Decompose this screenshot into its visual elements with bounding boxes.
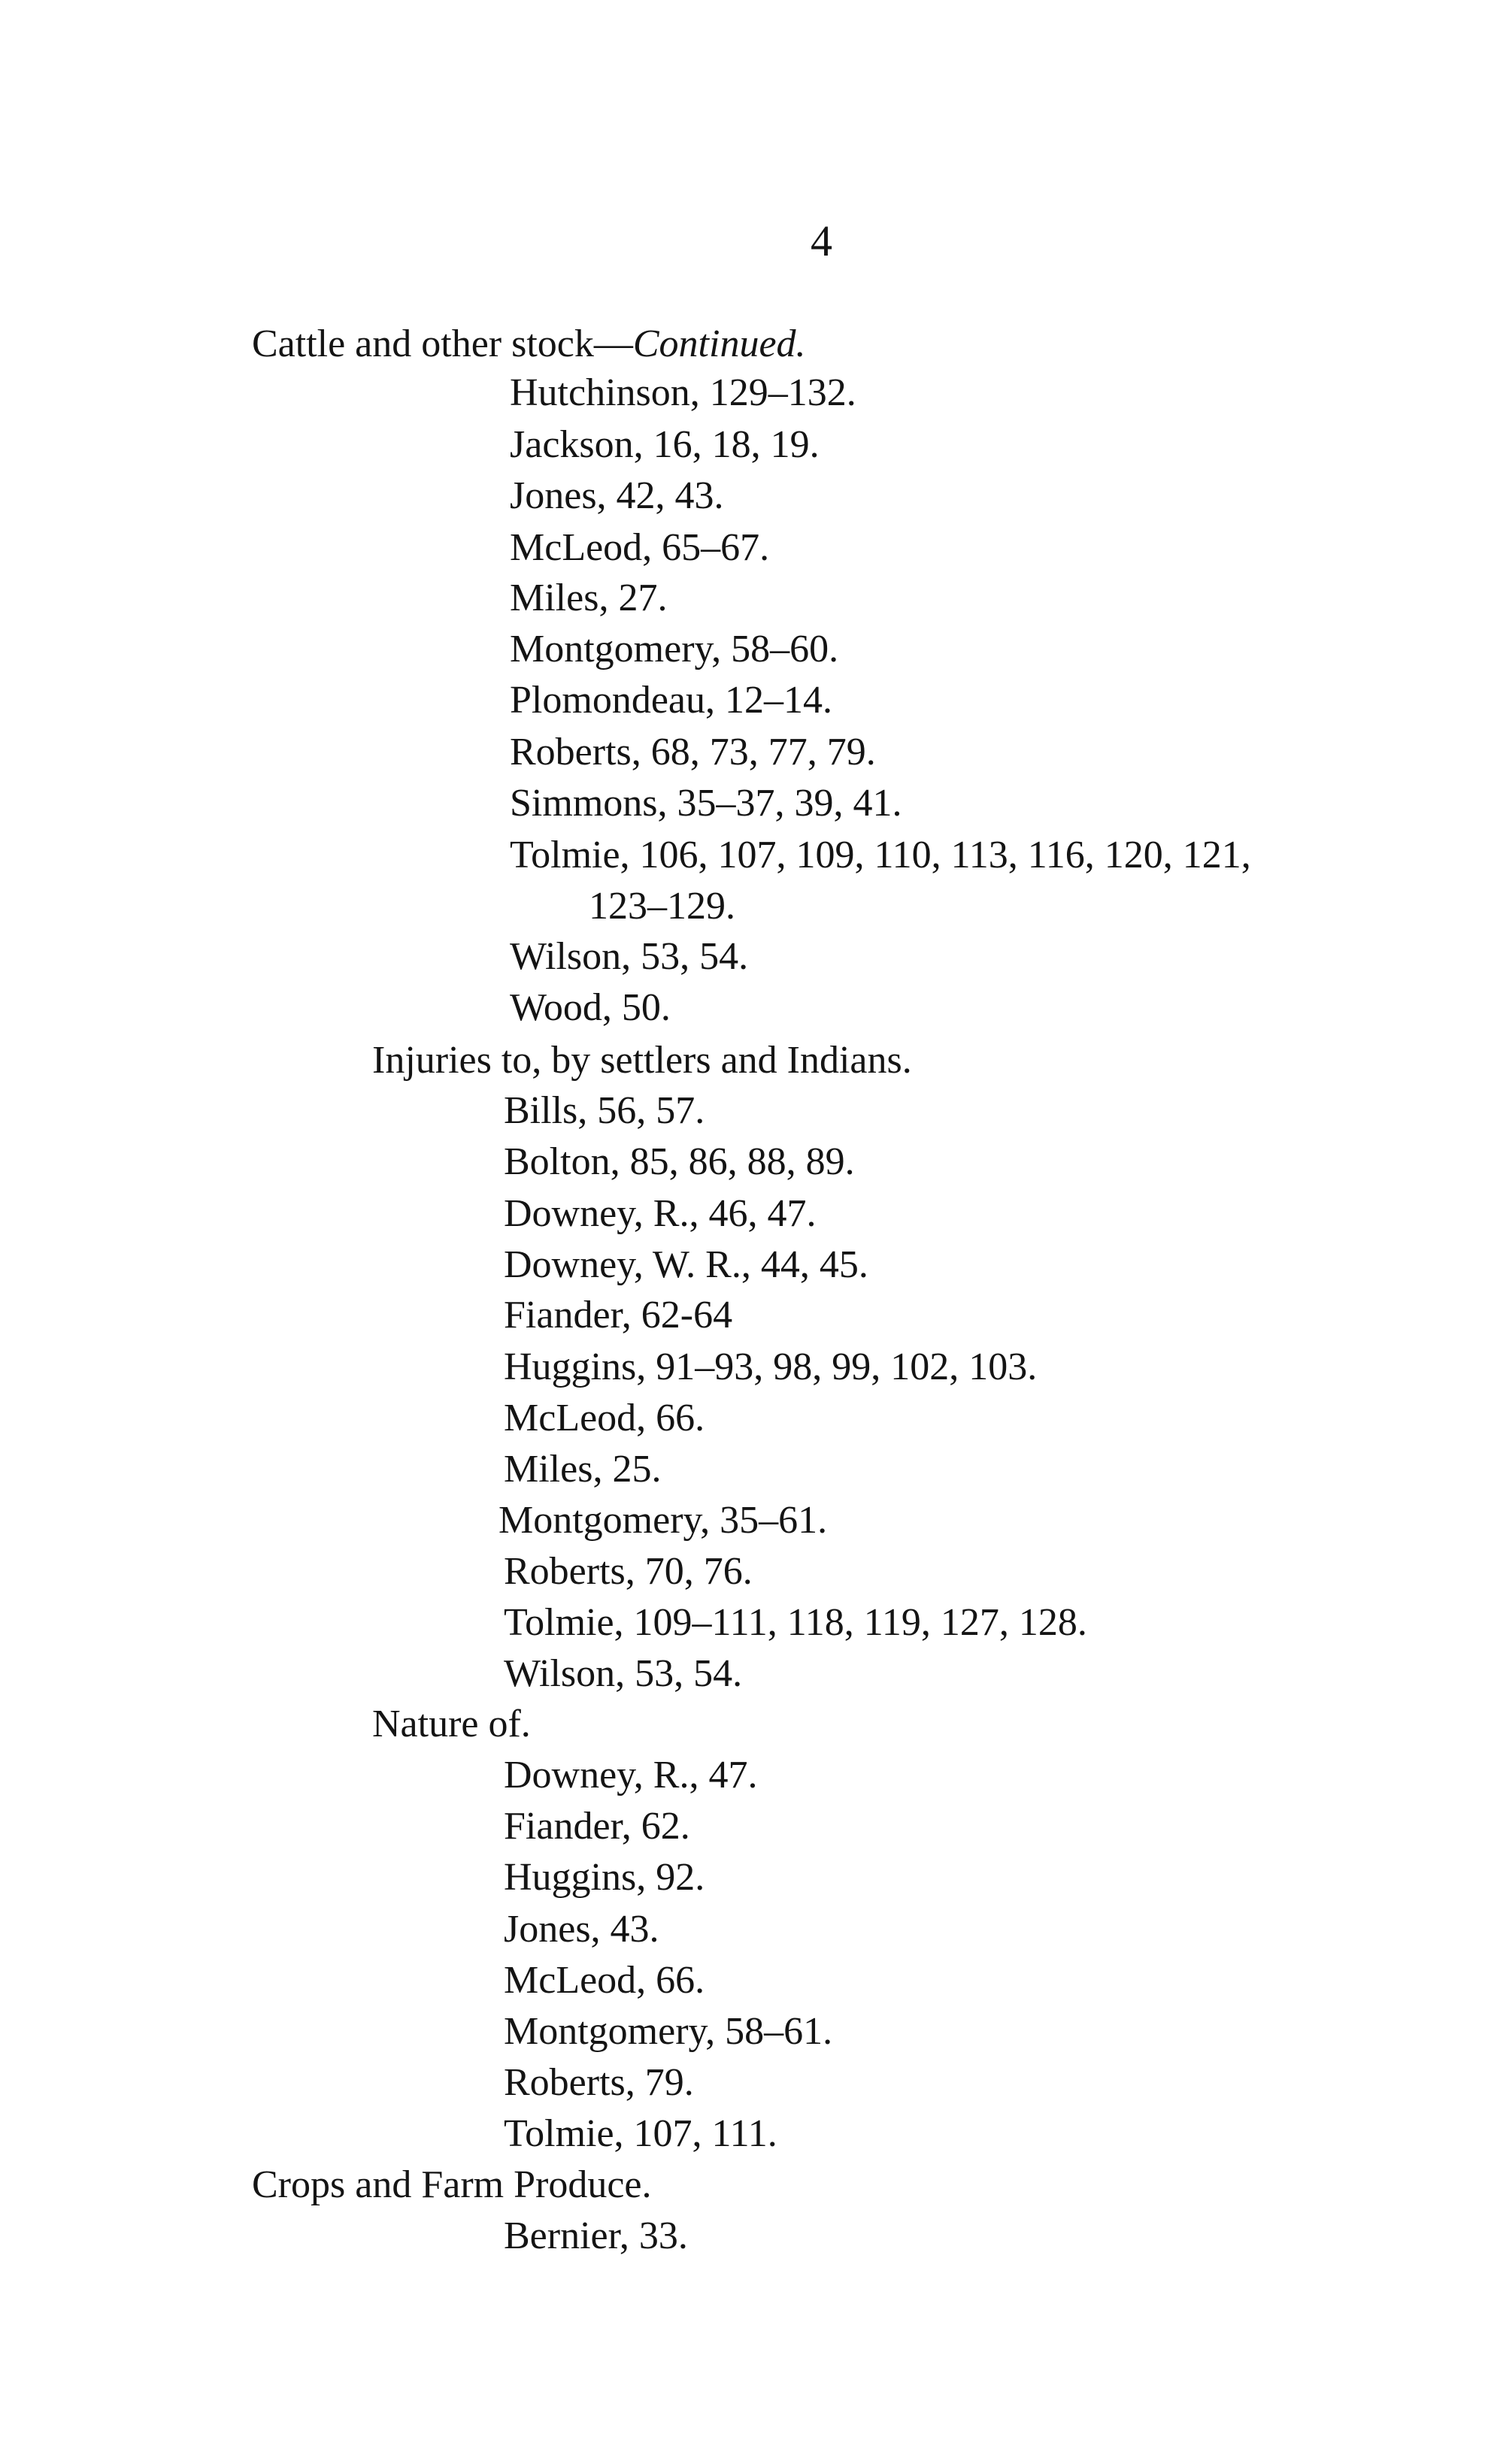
- index-entry: Roberts, 70, 76.: [504, 1550, 753, 1593]
- index-entry: Hutchinson, 129–132.: [510, 371, 856, 414]
- index-entry: Montgomery, 35–61.: [499, 1499, 828, 1542]
- index-entry: Fiander, 62.: [504, 1805, 690, 1848]
- index-entry: Wilson, 53, 54.: [510, 935, 749, 978]
- index-entry: Huggins, 92.: [504, 1856, 705, 1899]
- index-entry: McLeod, 65–67.: [510, 526, 770, 569]
- index-entry: McLeod, 66.: [504, 1397, 705, 1439]
- index-entry: Fiander, 62-64: [504, 1294, 733, 1336]
- index-entry: Roberts, 68, 73, 77, 79.: [510, 731, 876, 773]
- index-entry: Downey, W. R., 44, 45.: [504, 1243, 868, 1286]
- index-entry: Bolton, 85, 86, 88, 89.: [504, 1140, 855, 1183]
- index-entry: Tolmie, 107, 111.: [504, 2112, 777, 2155]
- index-entry: Wood, 50.: [510, 986, 671, 1029]
- index-entry: Montgomery, 58–60.: [510, 628, 839, 670]
- index-entry: Downey, R., 46, 47.: [504, 1192, 817, 1235]
- index-entry: Miles, 27.: [510, 577, 668, 619]
- heading-text: Cattle and other stock—: [252, 322, 633, 365]
- index-entry: Plomondeau, 12–14.: [510, 679, 832, 722]
- index-entry: Tolmie, 106, 107, 109, 110, 113, 116, 120, 121,: [510, 834, 1251, 876]
- index-entry: McLeod, 66.: [504, 1959, 705, 2002]
- index-entry: Huggins, 91–93, 98, 99, 102, 103.: [504, 1346, 1038, 1388]
- page-number: 4: [811, 216, 832, 265]
- index-entry: Tolmie, 109–111, 118, 119, 127, 128.: [504, 1601, 1087, 1644]
- index-heading-cattle: [252, 322, 806, 365]
- continued-label: Continued.: [632, 322, 806, 365]
- index-heading-crops: Crops and Farm Produce.: [252, 2163, 652, 2206]
- index-entry: Wilson, 53, 54.: [504, 1652, 743, 1695]
- index-entry-continuation: 123–129.: [589, 885, 735, 928]
- index-subheading-injuries: Injuries to, by settlers and Indians.: [372, 1039, 912, 1082]
- index-entry: Bernier, 33.: [504, 2214, 688, 2257]
- index-entry: Bills, 56, 57.: [504, 1089, 705, 1132]
- index-entry: Miles, 25.: [504, 1448, 662, 1491]
- index-entry: Simmons, 35–37, 39, 41.: [510, 782, 902, 825]
- index-entry: Downey, R., 47.: [504, 1754, 758, 1797]
- index-subheading-nature: Nature of.: [372, 1703, 531, 1745]
- index-entry: Roberts, 79.: [504, 2061, 694, 2104]
- index-entry: Jones, 43.: [504, 1908, 659, 1951]
- index-entry: Jones, 42, 43.: [510, 474, 724, 517]
- index-entry: Montgomery, 58–61.: [504, 2010, 833, 2053]
- index-entry: Jackson, 16, 18, 19.: [510, 423, 820, 466]
